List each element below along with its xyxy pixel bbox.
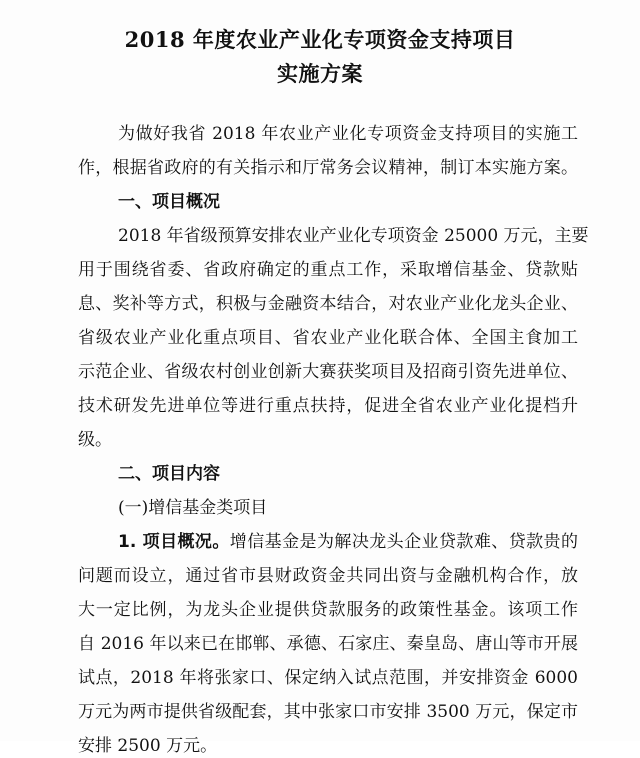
- paragraph-line: 2018 年省级预算安排农业产业化专项资金 25000 万元，主要: [118, 226, 589, 246]
- intro-line: 为做好我省 2018 年农业产业化专项资金支持项目的实施工: [118, 124, 578, 144]
- paragraph-line: 用于围绕省委、省政府确定的重点工作，采取增信基金、贷款贴: [78, 260, 578, 280]
- section-heading: 一、项目概况: [118, 192, 220, 212]
- paragraph-line: 试点，2018 年将张家口、保定纳入试点范围，并安排资金 6000: [78, 668, 578, 688]
- paragraph-line: 级。: [78, 430, 112, 450]
- paragraph-line: 自 2016 年以来已在邯郸、承德、石家庄、秦皇岛、唐山等市开展: [78, 634, 578, 654]
- paragraph-line: 示范企业、省级农村创业创新大赛获奖项目及招商引资先进单位、: [78, 362, 578, 382]
- paragraph-line: 万元为两市提供省级配套，其中张家口市安排 3500 万元，保定市: [78, 702, 578, 722]
- section-heading: 二、项目内容: [118, 464, 220, 484]
- paragraph-line: 省级农业产业化重点项目、省农业产业化联合体、全国主食加工: [78, 328, 578, 348]
- subsection-heading: (一)增信基金类项目: [118, 498, 268, 518]
- paragraph-line: 技术研发先进单位等进行重点扶持，促进全省农业产业化提档升: [78, 396, 578, 416]
- paragraph-line: [118, 530, 578, 554]
- paragraph-line: 大一定比例，为龙头企业提供贷款服务的政策性基金。该项工作: [78, 600, 578, 620]
- item-label: 1. 项目概况。: [118, 532, 230, 552]
- item-text: 增信基金是为解决龙头企业贷款难、贷款贵的: [229, 532, 578, 552]
- document-title: 2018 年度农业产业化专项资金支持项目: [124, 27, 516, 52]
- document-title-line2: 实施方案: [277, 61, 363, 86]
- intro-line: 作，根据省政府的有关指示和厅常务会议精神，制订本实施方案。: [78, 158, 578, 178]
- paragraph-line: 息、奖补等方式，积极与金融资本结合，对农业产业化龙头企业、: [78, 294, 578, 314]
- paragraph-line: 问题而设立，通过省市县财政资金共同出资与金融机构合作，放: [78, 566, 578, 586]
- paragraph-line: 安排 2500 万元。: [78, 736, 218, 756]
